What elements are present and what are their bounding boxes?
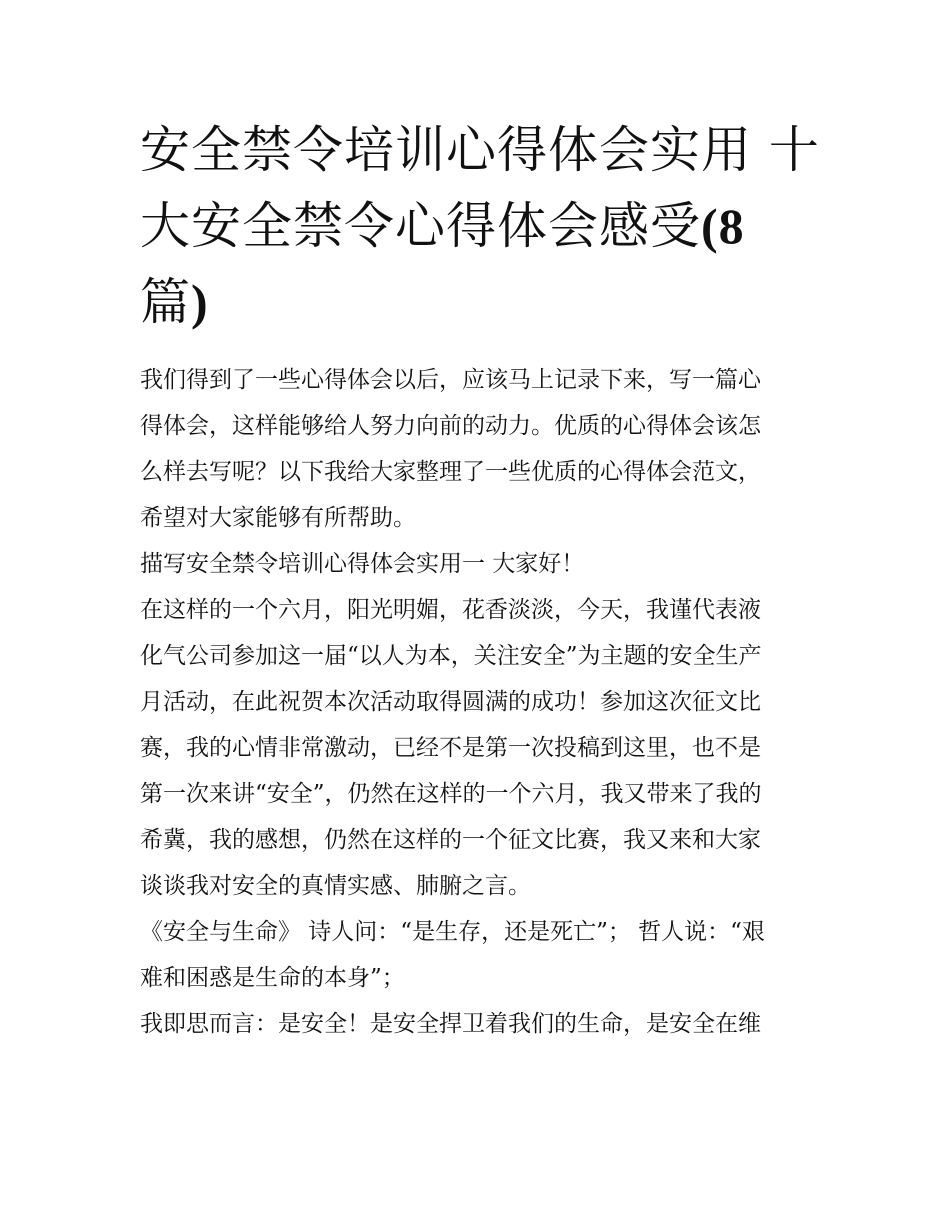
text-line: 希望对大家能够有所帮助。 bbox=[140, 505, 416, 531]
document-title bbox=[140, 112, 820, 340]
text-line: 在这样的一个六月，阳光明媚，花香淡淡，今天，我谨代表液 bbox=[140, 597, 761, 623]
text-line: 么样去写呢？以下我给大家整理了一些优质的心得体会范文， bbox=[140, 459, 761, 485]
text-line: 我们得到了一些心得体会以后，应该马上记录下来，写一篇心 bbox=[140, 367, 761, 393]
document-body bbox=[140, 357, 820, 1047]
title-latin-text: ) bbox=[191, 274, 209, 330]
text-line: 得体会，这样能够给人努力向前的动力。优质的心得体会该怎 bbox=[140, 413, 761, 439]
intro-paragraph bbox=[140, 357, 820, 541]
text-line: 我即思而言：是安全！是安全捍卫着我们的生命，是安全在维 bbox=[140, 1011, 761, 1037]
text-line: 描写安全禁令培训心得体会实用一 大家好！ bbox=[140, 551, 585, 577]
text-line: 第一次来讲“安全”，仍然在这样的一个六月，我又带来了我的 bbox=[140, 781, 762, 807]
body-paragraph bbox=[140, 1001, 820, 1047]
title-line: 篇) bbox=[140, 273, 209, 331]
poem-quote-paragraph bbox=[140, 909, 820, 1001]
body-paragraph bbox=[140, 587, 820, 909]
section-heading-paragraph bbox=[140, 541, 820, 587]
text-line: 化气公司参加这一届“以人为本，关注安全”为主题的安全生产 bbox=[140, 643, 762, 669]
text-line: 《安全与生命》 诗人问：“是生存，还是死亡”； 哲人说：“艰 bbox=[140, 919, 765, 945]
title-line: 大安全禁令心得体会感受(8 bbox=[140, 197, 745, 255]
title-latin-text: (8 bbox=[701, 198, 745, 254]
text-line: 赛，我的心情非常激动，已经不是第一次投稿到这里，也不是 bbox=[140, 735, 761, 761]
text-line: 谈谈我对安全的真情实感、肺腑之言。 bbox=[140, 873, 531, 899]
title-line: 安全禁令培训心得体会实用 十 bbox=[140, 121, 820, 179]
text-line: 希冀，我的感想，仍然在这样的一个征文比赛，我又来和大家 bbox=[140, 827, 761, 853]
text-line: 难和困惑是生命的本身”； bbox=[140, 965, 405, 991]
text-line: 月活动，在此祝贺本次活动取得圆满的成功！参加这次征文比 bbox=[140, 689, 761, 715]
